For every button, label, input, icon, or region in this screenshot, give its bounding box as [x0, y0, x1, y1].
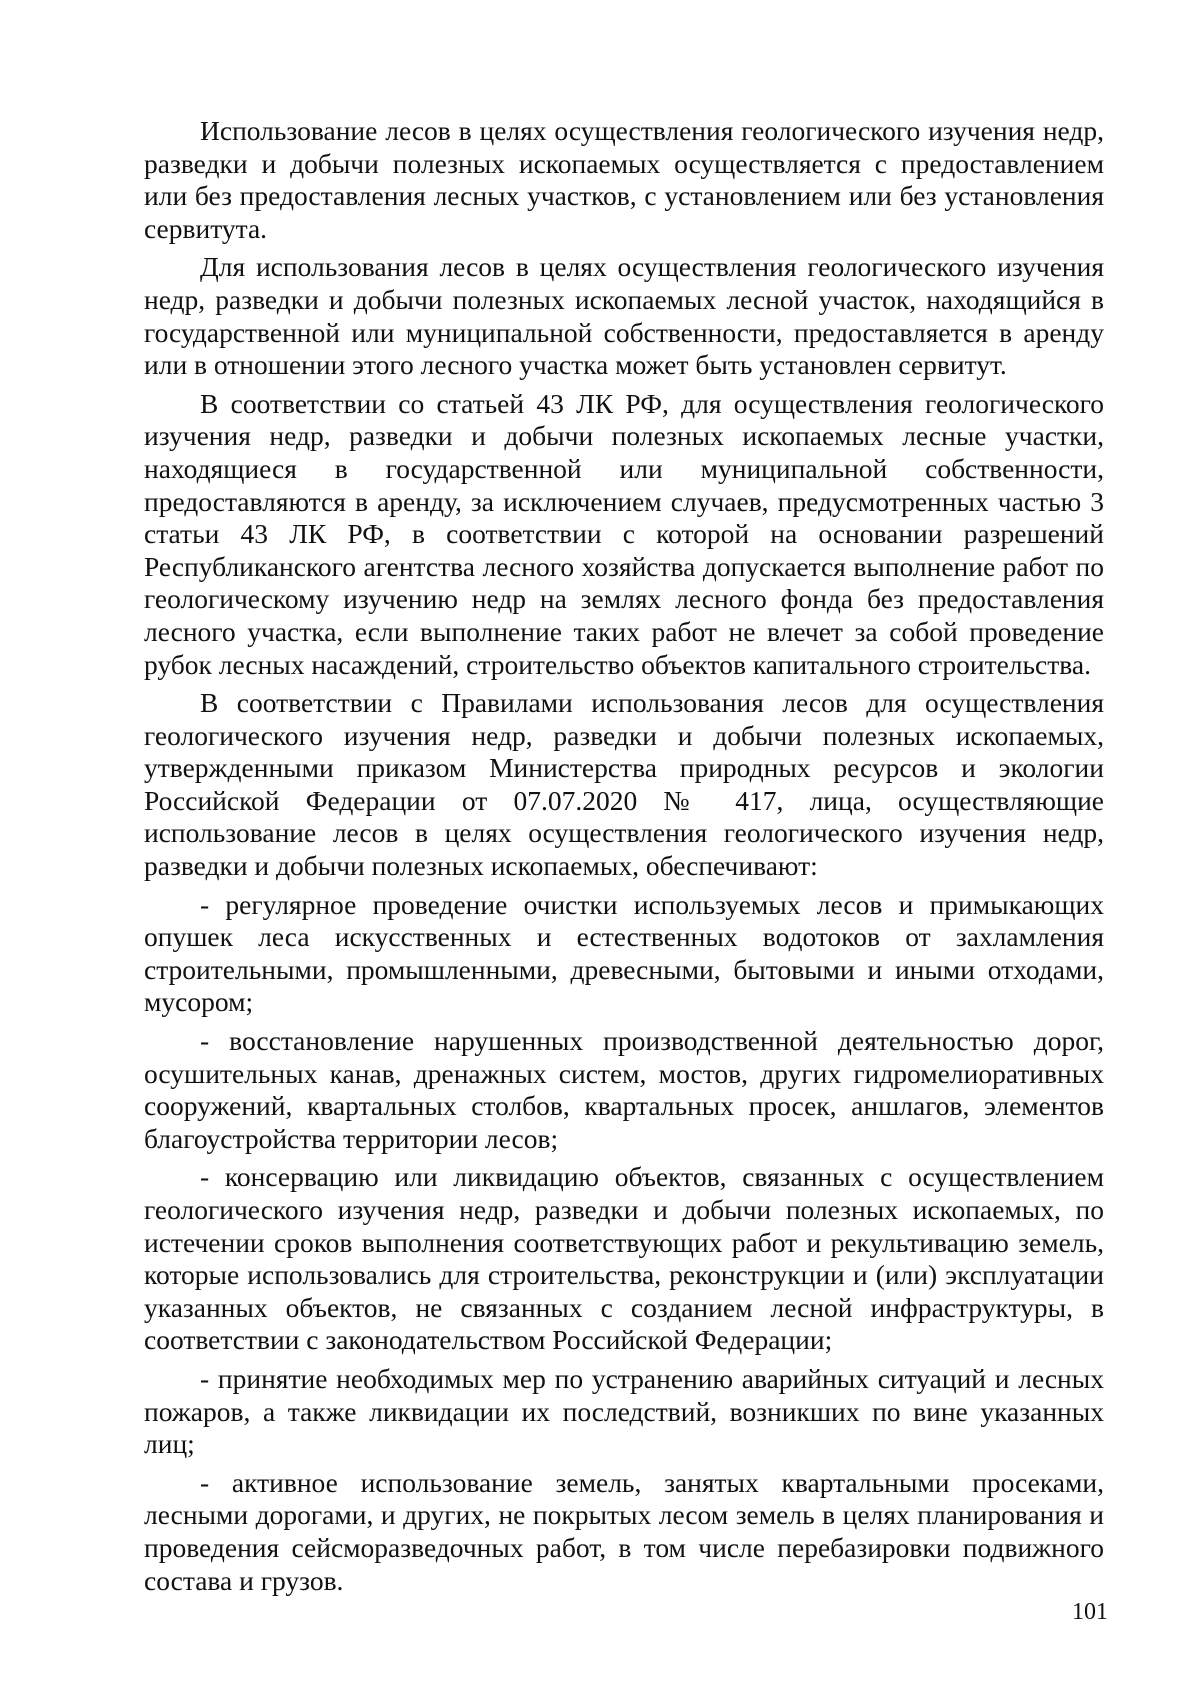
- document-body: [144, 115, 1104, 1603]
- page-number: 101: [1072, 1599, 1108, 1625]
- list-item-conservation: - консервацию или ликвидацию объектов, связанных с осуществлением геологического изучения недр, разведки и добычи полезных ископаемых, по истечении сроков выполнения соответствующих работ и рекультивацию земель, которые использовались для строительства, реконструкции и (или) эксплуатации указанных объектов, не связанных с созданием лесной инфраструктуры, в соответствии с законодательством Российской Федерации;: [144, 1161, 1104, 1356]
- paragraph-rules-order-417: В соответствии с Правилами использования лесов для осуществления геологического изучения недр, разведки и добычи полезных ископаемых, утвержденными приказом Министерства природных ресурсов и экологии Российской Федерации от 07.07.2020 № 417, лица, осуществляющие использование лесов в целях осуществления геологического изучения недр, разведки и добычи полезных ископаемых, обеспечивают:: [144, 687, 1104, 882]
- paragraph-lease-or-servitude: Для использования лесов в целях осуществления геологического изучения недр, разведки и добычи полезных ископаемых лесной участок, находящийся в государственной или муниципальной собственности, предоставляется в аренду или в отношении этого лесного участка может быть установлен сервитут.: [144, 251, 1104, 381]
- list-item-land-use: - активное использование земель, занятых квартальными просеками, лесными дорогами, и других, не покрытых лесом земель в целях планирования и проведения сейсморазведочных работ, в том числе перебазировки подвижного состава и грузов.: [144, 1466, 1104, 1596]
- paragraph-forest-use-intro: Использование лесов в целях осуществления геологического изучения недр, разведки и добычи полезных ископаемых осуществляется с предоставлением или без предоставления лесных участков, с установлением или без установления сервитута.: [144, 115, 1104, 244]
- paragraph-article-43: В соответствии со статьей 43 ЛК РФ, для осуществления геологического изучения недр, разведки и добычи полезных ископаемых лесные участки, находящиеся в государственной или муниципальной собственности, предоставляются в аренду, за исключением случаев, предусмотренных частью 3 статьи 43 ЛК РФ, в соответствии с которой на основании разрешений Республиканского агентства лесного хозяйства допускается выполнение работ по геологическому изучению недр на землях лесного фонда без предоставления лесного участка, если выполнение таких работ не влечет за собой проведение рубок лесных насаждений, строительство объектов капитального строительства.: [144, 387, 1104, 680]
- list-item-restoration: - восстановление нарушенных производственной деятельностью дорог, осушительных канав, дренажных систем, мостов, других гидромелиоративных сооружений, квартальных столбов, квартальных просек, аншлагов, элементов благоустройства территории лесов;: [144, 1025, 1104, 1154]
- list-item-cleaning: - регулярное проведение очистки используемых лесов и примыкающих опушек леса искусственных и естественных водотоков от захламления строительными, промышленными, древесными, бытовыми и иными отходами, мусором;: [144, 888, 1104, 1018]
- list-item-emergency-measures: - принятие необходимых мер по устранению аварийных ситуаций и лесных пожаров, а также ликвидации их последствий, возникших по вине указанных лиц;: [144, 1362, 1104, 1460]
